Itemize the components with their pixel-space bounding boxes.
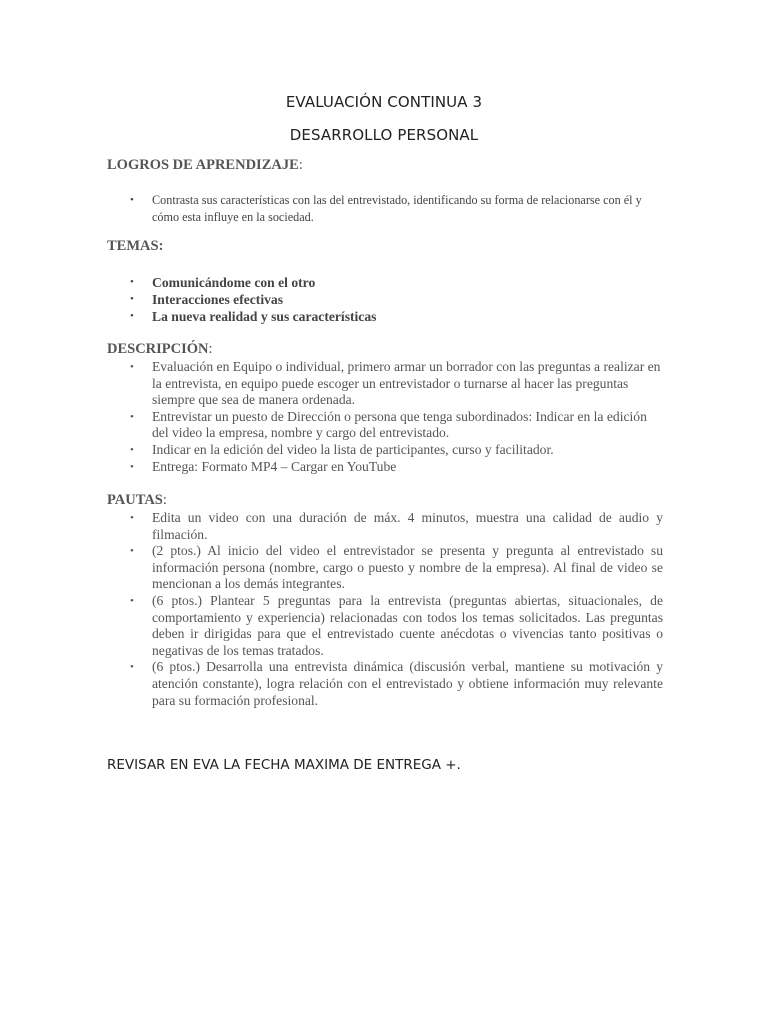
temas-heading: TEMAS:	[107, 238, 164, 254]
bullet-icon: •	[130, 276, 134, 288]
bullet-icon: •	[130, 443, 134, 456]
descripcion-item-text: Indicar en la edición del video la lista de participantes, curso y facilitador.	[152, 441, 554, 457]
list-item	[107, 593, 663, 659]
bullet-icon: •	[130, 460, 134, 473]
document-subtitle: DESARROLLO PERSONAL	[289, 126, 479, 144]
descripcion-heading-colon: :	[208, 341, 213, 357]
list-item	[107, 409, 663, 442]
footer-note: REVISAR EN EVA LA FECHA MAXIMA DE ENTREGA +.	[107, 757, 461, 773]
list-item	[107, 308, 663, 325]
pautas-heading-text: PAUTAS	[107, 492, 163, 508]
pautas-item-text: (6 ptos.) Plantear 5 preguntas para la entrevista (preguntas abiertas, situacionales, de comportamiento y experiencia) relacionadas con todos los temas solicitados. Las preguntas deben ir dirigidas para que el entrevistado cuente anécdotas o vivencias tanto positivas o negativas de los temas tratados.	[152, 592, 663, 658]
logros-heading	[107, 157, 303, 174]
list-item	[107, 510, 663, 543]
list-item	[107, 274, 663, 291]
descripcion-item-text: Entrevistar un puesto de Dirección o persona que tenga subordinados: Indicar en la edición del video la empresa, nombre y cargo del entrevistado.	[152, 408, 647, 441]
pautas-item-text: (2 ptos.) Al inicio del video el entrevistador se presenta y pregunta al entrevistado su información persona (nombre, cargo o puesto y nombre de la empresa). Al final de video se mencionan a los demás integrantes.	[152, 543, 663, 592]
list-item	[107, 543, 663, 593]
bullet-icon: •	[130, 361, 134, 373]
logros-list	[107, 192, 663, 225]
pautas-list	[107, 510, 663, 709]
bullet-icon: •	[130, 410, 134, 423]
pautas-item-text: Edita un video con una duración de máx. 4 minutos, muestra una calidad de audio y filmación.	[152, 510, 663, 542]
pautas-item-text: (6 ptos.) Desarrolla una entrevista dinámica (discusión verbal, mantiene su motivación y atención constante), logra relación con el entrevistado y obtiene información muy relevante para su formación profesional.	[152, 659, 663, 708]
descripcion-list	[107, 359, 663, 475]
pautas-heading-colon: :	[162, 492, 167, 508]
bullet-icon: •	[130, 545, 134, 558]
bullet-icon: •	[130, 310, 134, 322]
bullet-icon: •	[130, 512, 134, 524]
temas-item-text: La nueva realidad y sus características	[152, 309, 377, 324]
pautas-heading	[107, 492, 167, 509]
list-item	[107, 659, 663, 709]
temas-item-text: Comunicándome con el otro	[152, 275, 316, 290]
list-item	[107, 359, 663, 409]
descripcion-heading	[107, 341, 213, 358]
bullet-icon: •	[130, 594, 134, 607]
descripcion-item-text: Entrega: Formato MP4 – Cargar en YouTube	[152, 458, 397, 474]
bullet-icon: •	[130, 194, 134, 206]
descripcion-heading-text: DESCRIPCIÓN	[107, 341, 209, 357]
logros-item-text: Contrasta sus características con las del entrevistado, identificando su forma de relacionarse con él y cómo esta influye en la sociedad.	[152, 193, 642, 224]
list-item	[107, 291, 663, 308]
logros-heading-text: LOGROS DE APRENDIZAJE	[107, 157, 299, 173]
document-title: EVALUACIÓN CONTINUA 3	[285, 93, 483, 111]
list-item	[107, 192, 663, 225]
list-item	[107, 459, 663, 476]
list-item	[107, 442, 663, 459]
bullet-icon: •	[130, 293, 134, 305]
logros-heading-colon: :	[298, 157, 303, 173]
descripcion-item-text: Evaluación en Equipo o individual, primero armar un borrador con las preguntas a realizar en la entrevista, en equipo puede escoger un entrevistador o turnarse al hacer las preguntas siempre que sea de manera ordenada.	[152, 359, 661, 408]
temas-list	[107, 274, 663, 325]
bullet-icon: •	[130, 661, 134, 674]
temas-item-text: Interacciones efectivas	[152, 292, 283, 307]
